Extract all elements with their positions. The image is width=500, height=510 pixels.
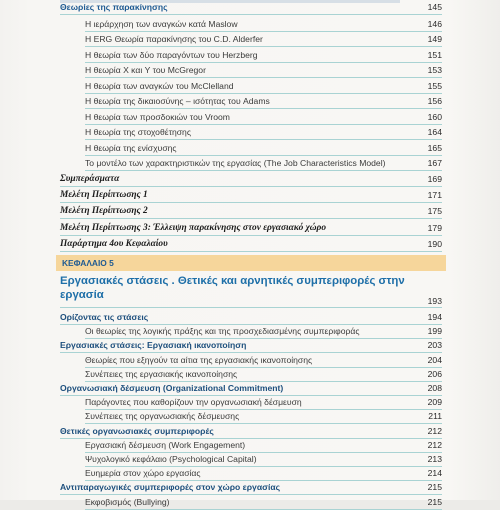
toc-entry-page-number: 212 [427,439,442,450]
toc-entry-title: Συνέπειες της εργασιακής ικανοποίησης [85,368,238,379]
toc-entry [0,31,500,47]
toc-entry-title: Η θεωρία των δύο παραγόντων του Herzberg [85,49,258,60]
toc-entry-page-number: 212 [427,425,442,436]
toc-entry [0,78,500,94]
toc-entry-page-number: 155 [427,80,442,91]
chapter-label: ΚΕΦΑΛΑΙΟ 5 [62,258,114,268]
toc-entry-title: Θεωρίες της παρακίνησης [60,2,168,12]
toc-entry-title: Ψυχολογικό κεφάλαιο (Psychological Capital) [85,454,257,464]
toc-entry [0,0,500,15]
toc-entry-page-number: 146 [427,18,442,29]
toc-entry [0,109,500,125]
toc-entry-page-number: 153 [427,65,442,75]
toc-entry [0,155,500,171]
toc-entry-title: Η θεωρία των προσδοκιών του Vroom [85,111,230,122]
chapter-title: Εργασιακές στάσεις . Θετικές και αρνητικές συμπεριφορές στην εργασία [60,275,405,301]
toc-entry-title: Οργανωσιακή δέσμευση (Organizational Commitment) [60,383,284,393]
toc-entry [0,124,500,140]
toc-entry-page-number: 213 [427,454,442,464]
toc-entry [0,47,500,63]
toc-entry-page-number: 169 [427,173,442,184]
toc-entry-title: Ευημερία στον χώρο εργασίας [85,468,201,479]
toc-entry-title: Η θεωρία X και Y του McGregor [85,65,206,75]
toc-entry-title: Μελέτη Περίπτωσης 2 [60,206,148,216]
toc-entry [0,16,500,32]
chapter-title-rule [60,307,442,308]
toc-entry-rule [85,509,442,510]
toc-entry-page-number: 175 [427,206,442,216]
toc-entry-page-number: 204 [427,354,442,365]
toc-entry [0,171,500,187]
toc-entry-page-number: 167 [427,158,442,168]
toc-entry-title: Εργασιακή δέσμευση (Work Engagement) [85,439,246,450]
toc-entry [0,220,500,236]
toc-entry-title: Αντιπαραγωγικές συμπεριφορές στον χώρο εργασίας [60,482,281,493]
toc-entry [0,140,500,156]
toc-entry [0,62,500,78]
toc-entry-page-number: 206 [427,368,442,379]
toc-entry-title: Οι θεωρίες της λογικής πράξης και της προσχεδιασμένης συμπεριφοράς [85,326,360,337]
toc-entry-rule [60,251,442,252]
toc-entry-title: Το μοντέλο των χαρακτηριστικών της εργασίας (The Job Characteristics Model) [85,158,386,168]
toc-entry [0,494,500,510]
toc-entry-title: Η ιεράρχηση των αναγκών κατά Maslow [85,18,238,29]
toc-entry [0,187,500,203]
chapter-banner [56,255,446,271]
toc-entry-title: Η θεωρία των αναγκών του McClelland [85,80,234,91]
toc-entry-page-number: 149 [427,34,442,44]
toc-entry-page-number: 160 [427,111,442,122]
toc-entry-title: Θεωρίες που εξηγούν τα αίτια της εργασιακής ικανοποίησης [85,354,313,365]
toc-entry-page-number: 208 [427,383,442,393]
toc-entry-title: Μελέτη Περίπτωσης 3: Έλλειψη παρακίνησης στον εργασιακό χώρο [60,222,327,233]
toc-entry-title: Η θεωρία της ενίσχυσης [85,142,177,153]
toc-entry-title: Η θεωρία της στοχοθέτησης [85,127,191,137]
toc-entry-page-number: 214 [427,468,442,479]
toc-entry [0,93,500,109]
toc-entry-page-number: 164 [427,127,442,137]
toc-entry-title: Παράγοντες που καθορίζουν την οργανωσιακή δέσμευση [85,397,302,408]
toc-entry-page-number: 209 [427,397,442,408]
toc-entry-title: Μελέτη Περίπτωσης 1 [60,189,148,200]
toc-entry [0,236,500,252]
toc-entry-page-number: 215 [427,482,442,493]
toc-entry-page-number: 215 [427,496,442,507]
toc-entry-page-number: 151 [427,49,442,60]
toc-entry-page-number: 165 [427,142,442,153]
toc-entry-title: Η θεωρία της δικαιοσύνης – ισότητας του Adams [85,96,270,106]
toc-entry [0,203,500,219]
toc-entry-page-number: 211 [428,411,442,422]
toc-entry-page-number: 203 [427,340,442,351]
toc-entry-page-number: 179 [427,222,442,233]
toc-entry-title: Συμπεράσματα [60,173,120,184]
toc-entry-page-number: 156 [427,96,442,106]
toc-entry-title: Η ERG Θεωρία παρακίνησης του C.D. Alderfer [85,34,263,44]
toc-entry-title: Εκφοβισμός (Bullying) [85,496,170,507]
toc-entry-title: Παράρτημα 4ου Κεφαλαίου [60,239,168,249]
toc-entry-page-number: 194 [427,312,442,322]
toc-entry-title: Ορίζοντας τις στάσεις [60,312,149,322]
toc-entry-page-number: 199 [427,326,442,337]
chapter-title-page-number: 193 [427,296,442,306]
toc-entry-page-number: 171 [427,189,442,200]
toc-entry-title: Συνέπειες της οργανωσιακής δέσμευσης [85,411,240,422]
toc-entry-page-number: 190 [427,239,442,249]
toc-entry-page-number: 145 [427,2,442,12]
toc-entry-title: Θετικές οργανωσιακές συμπεριφορές [60,425,214,436]
toc-entry-title: Εργασιακές στάσεις: Εργασιακή ικανοποίηση [60,340,247,351]
